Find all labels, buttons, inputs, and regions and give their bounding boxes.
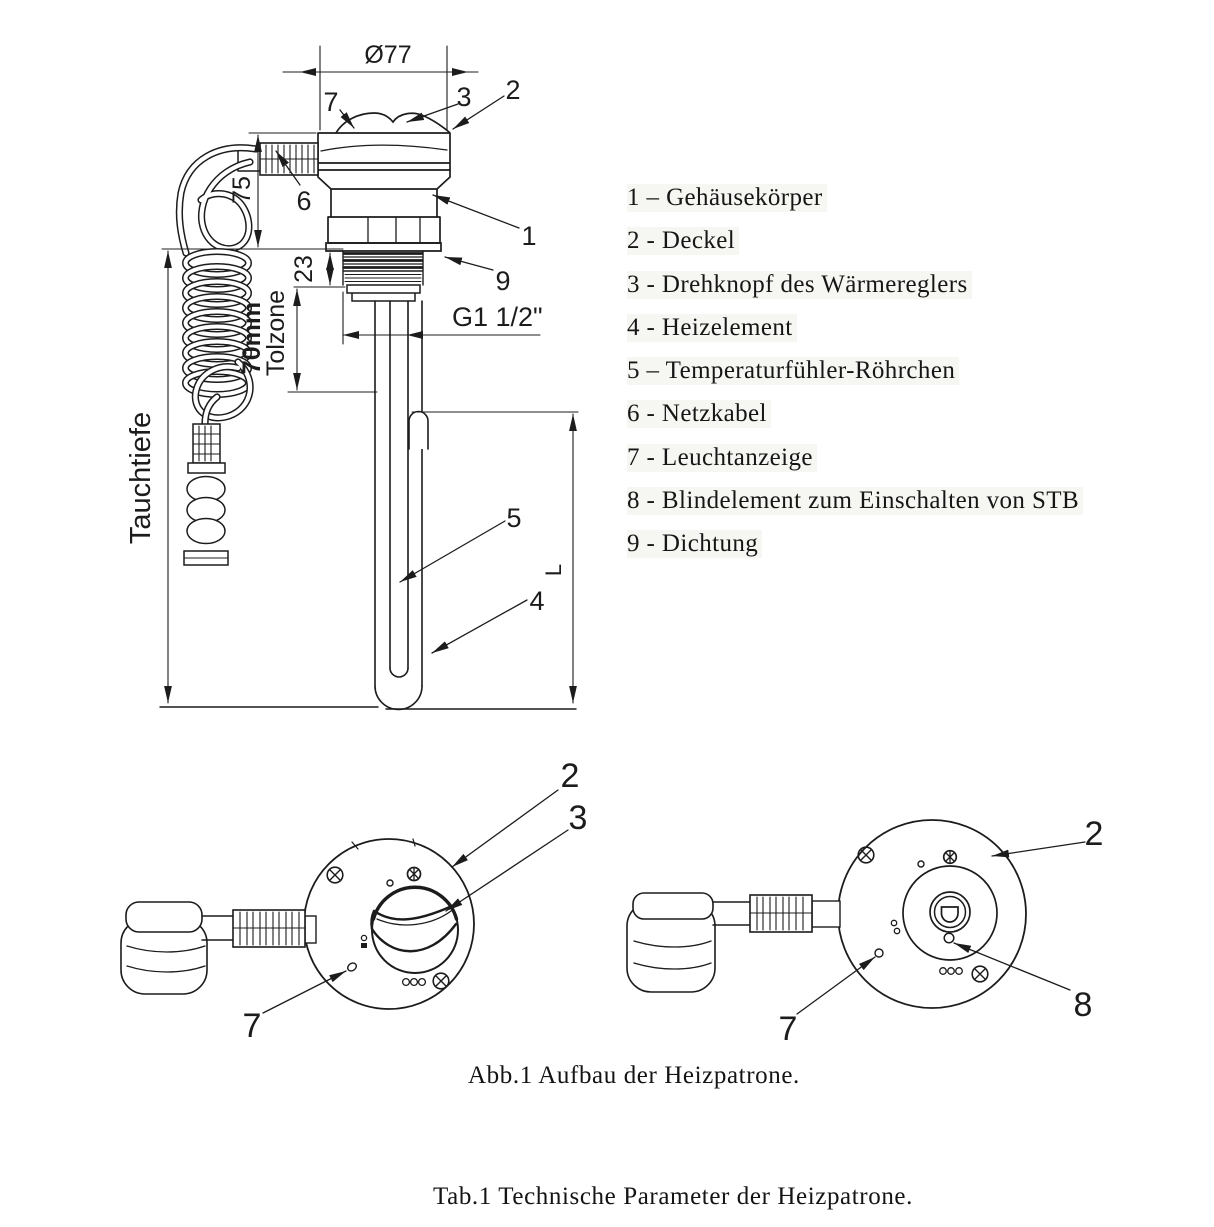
bottom-view-with-knob: [121, 757, 587, 1045]
dim-thread: G1 1/2": [452, 302, 543, 332]
callout-4: 4: [529, 586, 545, 616]
dim-75: 75: [228, 176, 256, 204]
dim-tauchtiefe: Tauchtiefe: [125, 411, 157, 545]
main-view: [125, 41, 578, 710]
dim-diameter: Ø77: [364, 41, 412, 69]
legend-item-9: 9 - Dichtung: [627, 522, 1083, 565]
legend-item-2: 2 - Deckel: [627, 219, 1083, 262]
plug-side-view: [184, 424, 228, 565]
callout-6: 6: [296, 186, 312, 216]
callout-1: 1: [521, 221, 537, 251]
dim-23: 23: [290, 255, 318, 283]
housing-body: [318, 113, 450, 251]
legend-item-5: 5 – Temperaturfühler-Röhrchen: [627, 349, 1083, 392]
dim-tolzone: Tolzone: [262, 289, 290, 377]
callout-3-left: 3: [568, 799, 588, 837]
callout-leaders: [276, 96, 527, 653]
legend-item-4: 4 - Heizelement: [627, 306, 1083, 349]
heating-element-tubes: [375, 301, 428, 710]
callout-7-right: 7: [778, 1010, 798, 1048]
callout-5: 5: [506, 503, 522, 533]
callout-2-left: 2: [560, 757, 580, 795]
callout-3: 3: [456, 82, 472, 112]
seal-thread: [343, 251, 423, 301]
callout-2: 2: [505, 75, 521, 105]
callout-2-right: 2: [1084, 815, 1104, 853]
callout-7-left: 7: [242, 1007, 262, 1045]
dim-70mm: 70mm: [238, 301, 266, 375]
callout-8-right: 8: [1073, 986, 1093, 1024]
dim-length: L: [541, 563, 566, 577]
table-caption: Tab.1 Technische Parameter der Heizpatrone.: [433, 1183, 913, 1210]
legend-item-3: 3 - Drehknopf des Wärmereglers: [627, 263, 1083, 306]
legend-item-8: 8 - Blindelement zum Einschalten von STB: [627, 479, 1083, 522]
legend-item-6: 6 - Netzkabel: [627, 392, 1083, 435]
parts-legend: [627, 176, 1083, 566]
legend-item-7: 7 - Leuchtanzeige: [627, 436, 1083, 479]
legend-item-1: 1 – Gehäusekörper: [627, 176, 1083, 219]
callout-9: 9: [495, 266, 511, 296]
figure-caption: Abb.1 Aufbau der Heizpatrone.: [468, 1062, 800, 1089]
callout-7: 7: [323, 87, 339, 117]
bottom-view-knob-removed: [627, 815, 1103, 1048]
